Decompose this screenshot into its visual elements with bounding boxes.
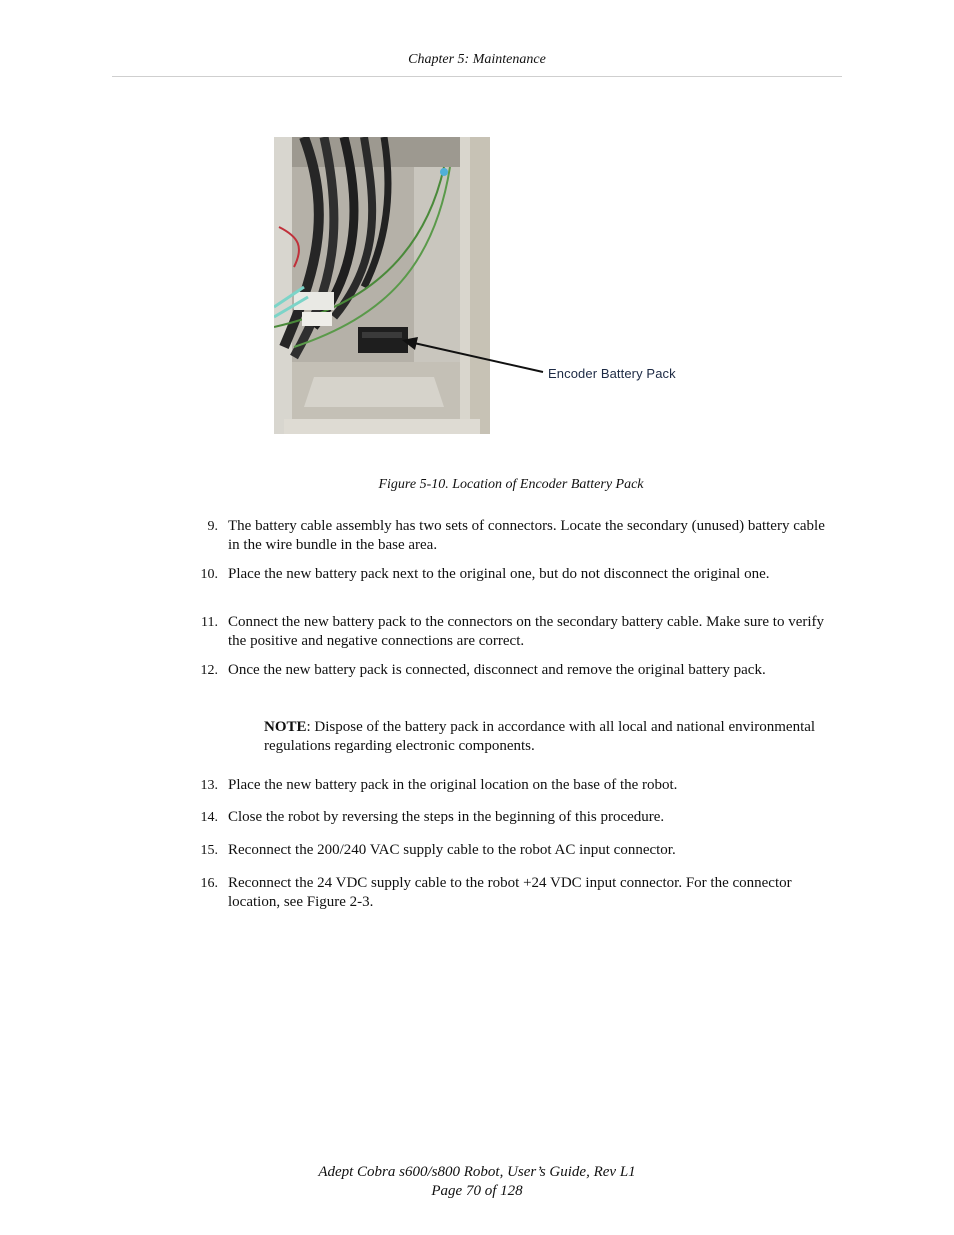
step-text: The battery cable assembly has two sets of connectors. Locate the secondary (unused) battery cable in the wire bundle in the base area. (228, 518, 825, 553)
step-number: 10. (200, 567, 218, 582)
step-number: 15. (200, 843, 218, 858)
step-text: Place the new battery pack in the original location on the base of the robot. (228, 777, 678, 793)
step-number: 11. (201, 615, 218, 630)
step-text: Place the new battery pack next to the original one, but do not disconnect the original one. (228, 566, 770, 582)
note-label: NOTE (264, 719, 307, 735)
figure-caption: Figure 5-10. Location of Encoder Battery Pack (378, 477, 644, 492)
header-divider (112, 76, 842, 77)
page-footer (0, 1163, 954, 1201)
step-text: Reconnect the 200/240 VAC supply cable to the robot AC input connector. (228, 842, 676, 858)
step-number: 14. (200, 810, 218, 825)
callout-label: Encoder Battery Pack (548, 366, 676, 381)
footer-title: Adept Cobra s600/s800 Robot, User’s Guide, Rev L1 (318, 1164, 636, 1180)
step-number: 12. (200, 663, 218, 678)
step-number: 13. (200, 778, 218, 793)
step-text: Connect the new battery pack to the connectors on the secondary battery cable. Make sure to verify the positive and negative connections are correct. (228, 614, 825, 649)
step-text: Once the new battery pack is connected, disconnect and remove the original battery pack. (228, 662, 766, 678)
callout-arrow (400, 330, 700, 400)
step-number: 16. (200, 876, 218, 891)
note-text: : Dispose of the battery pack in accordance with all local and national environmental regulations regarding electronic components. (264, 719, 816, 754)
step-text: Close the robot by reversing the steps in the beginning of this procedure. (228, 809, 665, 825)
page-number: Page 70 of 128 (431, 1183, 523, 1199)
step-text: Reconnect the 24 VDC supply cable to the robot +24 VDC input connector. For the connector location, see Figure 2-3. (228, 875, 792, 910)
page-header: Chapter 5: Maintenance (408, 52, 546, 67)
step-number: 9. (207, 519, 218, 534)
note-block (264, 718, 824, 756)
